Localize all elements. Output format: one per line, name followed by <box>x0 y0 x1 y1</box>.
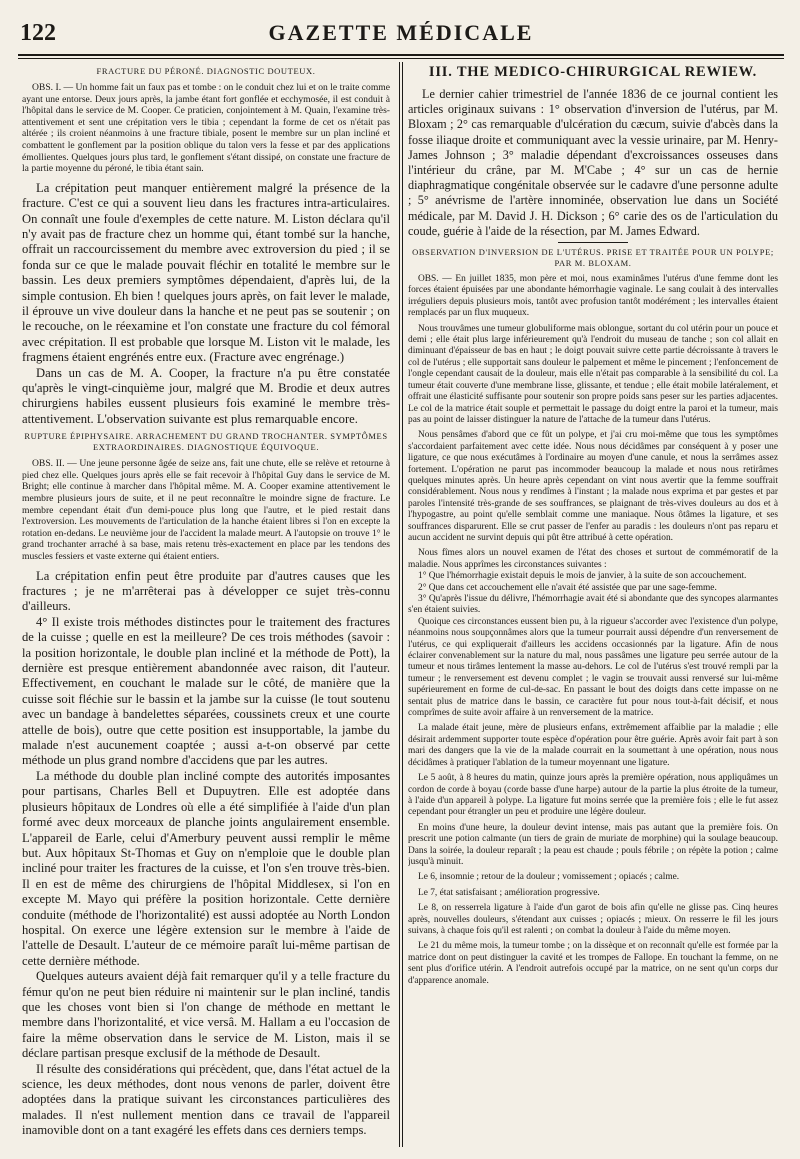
observation-paragraph: 2° Que dans cet accouchement elle n'avait été assistée que par une sage-femme. <box>418 582 717 593</box>
body-paragraph: La méthode du double plan incliné compte des autorités imposantes pour partisans, Charles Bell et Dupuytren. Elle est adoptée dans plusieurs hôpitaux de Londres où elle a été simplifiée à l'aide d'un plan formé avec deux morceaux de planche joints angulairement ensemble. L'appareil de Earle, celui d'Amerbury peuvent aussi remplir le même but. Aux hôpitaux St-Thomas et Guy on n'emploie que le double plan incliné pour traiter les fractures de la cuisse, et l'on s'en trouve très-bien. Il en est de même des chirurgiens de l'hôpital Middlesex, si l'on en excepte M. Mayo qui préfère la position horizontale. Cette dernière conduite (méthode de l'horizontalité) est aussi adoptée au North London hospital. On exerce une légère extension sur le membre à l'aide de l'attelle de Desault. L'auteur de ce mémoire paraît lui-même partisan de cette dernière méthode. <box>22 768 390 968</box>
observation-paragraph: OBS. — En juillet 1835, mon père et moi, nous examinâmes l'utérus d'une femme dont les forces étaient épuisées par une abondante hémorrhagie vaginale. Le sang coulait à des intervalles irréguliers depuis plusieurs mois, tantôt avec profusion tantôt modérément ; les intervalles étaient remplacés par un flux muqueux. <box>408 274 778 319</box>
body-paragraph: Dans un cas de M. A. Cooper, la fracture n'a pu être constatée qu'après le vingt-cinquième jour, malgré que M. Brodie et deux autres chirurgiens habiles eussent plusieurs fois examiné le membre très-attentivement. L'observation suivante est plus remarquable encore. <box>22 365 390 426</box>
body-paragraph: 4° Il existe trois méthodes distinctes pour le traitement des fractures de la cuisse ; quelle en est la meilleure? De ces trois méthodes (savoir : la position horizontale, le double plan incliné et la méthode de Pott), la dernière est presque entièrement abandonnée avec raison, dit l'auteur. Effectivement, en couchant le malade sur le côté, de manière que la cuisse soit fléchie sur le bassin et la jambe sur la cuisse (le tout soutenu avec un bandage à bandelettes séparées, coussinets creux et une courte attelle de bois), outre que cette position est insupportable, la jambe du malade n'est aucunement coaptée ; aussi a-t-on observé par cette méthode un plus grand nombre d'accidens que par les autres. <box>22 614 390 768</box>
column-divider-double <box>402 62 403 1147</box>
body-paragraph: La crépitation peut manquer entièrement malgré la présence de la fracture. C'est ce qui a souvent lieu dans les fractures intra-articulaires. On connaît une foule d'exemples de cette nature. M. Liston déclara qu'il n'y avait pas de fracture chez un homme qui, étant tombé sur la hanche, offrait un raccourcissement du membre avec extroversion du pied ; il se fonda sur ce que le malade pouvait fléchir en totalité le membre sur le bassin. Les deux premiers symptômes dépendaient, d'après lui, de la simple contusion. Eh bien ! quelques jours après, on fait lever le malade, il éprouve un vive douleur dans la hanche et ne peut pas se soutenir ; on le recouche, on le réexamine et l'on constate une fracture du col fémoral avec crépitation. Il est probable que lorsque M. Liston vit le malade, les fragmens étaient engrénés entre eux. (Fracture avec engrénage.) <box>22 180 390 365</box>
header-rule-thin <box>18 58 784 59</box>
body-paragraph: Il résulte des considérations qui précèdent, que, dans l'état actuel de la science, les deux méthodes, dont nous venons de parler, doivent être adoptées dans la pratique suivant les circonstances particulières des malades. Il n'est nullement mention dans ce travail de l'appareil inamovible dont on a tant exagéré les effets dans ces derniers temps. <box>22 1061 390 1138</box>
section-heading: OBSERVATION D'INVERSION DE L'UTÉRUS. PRISE ET TRAITÉE POUR UN POLYPE; PAR M. BLOXAM. <box>412 247 774 269</box>
body-paragraph: La crépitation enfin peut être produite par d'autres causes que les fractures ; je ne m'arrêterai pas à développer ce sujet très-connu d'ailleurs. <box>22 568 390 614</box>
header-rule <box>18 54 784 56</box>
observation-paragraph: OBS. I. — Un homme fait un faux pas et tombe : on le conduit chez lui et on le traite comme ayant une entorse. Deux jours après, la jambe étant fort gonflée et ecchymosée, il est conduit à l'hôpital dans le service de M. Cooper. Ce praticien, conjointement à M. Quain, l'examine très-attentivement et sent une crépitation vers le tibia ; cependant la forme de cet os n'était pas altérée ; ils croient néanmoins à une fracture tibiale, posent le membre sur un plan incliné et combattent le gonflement par la position oblique du talon vers la fesse et par des applications émollientes. Quelques jours plus tard, le gonflement s'étant dissipé, on constate une fracture de la partie moyenne du péroné, le tibia étant sain. <box>22 82 390 175</box>
observation-paragraph: Nous trouvâmes une tumeur globuliforme mais oblongue, sortant du col utérin pour un pouce et demi ; elle était plus large inférieurement qu'à l'endroit du museau de tanche ; son col allait en diminuant d'épaisseur de bas en haut ; le doigt pouvait suivre cette partie décroissante à travers le col de l'utérus ; elle supportait sans douleur le palpement et même le pincement ; l'enfoncement de l'ongle cependant causait de la douleur, mais elle n'était pas comparable à la sensibilité du col. La tumeur était couverte d'une membrane lisse, glissante, et tendue ; elle était mobile latéralement, et offrait une élasticité suffisante pour soutenir son propre poids sans peser sur les parties adjacentes. Le col de la matrice était souple et permettait le passage du doigt entre la paroi et la tumeur, mais pas au point de laisser distinguer la nature de l'attache de la tumeur dans l'utérus. <box>408 323 778 425</box>
observation-paragraph: Le 5 août, à 8 heures du matin, quinze jours après la première opération, nous appliquâmes un cordon de corde à boyau (corde basse d'une harpe) autour de la partie la plus étroite de la tumeur, à l'aide d'un appareil à polype. La ligature fut moins serrée que la première fois ; elle le fut assez cependant pour étrangler un peu et produire une légère douleur. <box>408 773 778 818</box>
observation-paragraph: Nous pensâmes d'abord que ce fût un polype, et j'ai cru moi-même que tous les symptômes s'accordaient parfaitement avec cette idée. Nous nous décidâmes par conséquent à y poser une ligature, ce que nous exécutâmes à l'ordinaire au moyen d'une canule, et nous la serrâmes assez fortement. L'opération ne parut pas incommoder beaucoup la malade et nous nous retirâmes quelques minutes après. Un heure après cependant on vint nous avertir que la femme souffrait considérablement. Nous nous y rendîmes à l'instant ; la malade nous exprima et par gestes et par paroles l'intensité très-grande de ses souffrances, se plaignant de très-vives douleurs au dos et à l'hypogastre, au point qu'elle semblait comme une maniaque. Nous ôtâmes la ligature, et ses souffrances disparurent. Elle se crut passer de l'enfer au paradis : les douleurs n'ont pas reparu et aucun accident ne survint depuis qui pût être attribué à cette opération. <box>408 430 778 543</box>
observation-paragraph: 1° Que l'hémorrhagie existait depuis le mois de janvier, à la suite de son accouchement. <box>418 571 747 582</box>
right-column <box>408 62 778 1149</box>
page-number: 122 <box>20 20 56 46</box>
part-title: III. THE MEDICO-CHIRURGICAL REWIEW. <box>428 64 758 80</box>
masthead-title: GAZETTE MÉDICALE <box>268 20 534 45</box>
observation-paragraph: Le 6, insomnie ; retour de la douleur ; vomissement ; opiacés ; calme. <box>418 872 680 883</box>
section-rule <box>558 242 628 243</box>
observation-paragraph: 3° Qu'après l'issue du délivre, l'hémorrhagie avait été si abondante que des syncopes alarmantes s'en étaient suivies. <box>408 594 778 616</box>
column-divider <box>399 62 400 1147</box>
section-heading: RUPTURE ÉPIPHYSAIRE. ARRACHEMENT DU GRAND TROCHANTER. SYMPTÔMES EXTRAORDINAIRES. DIAGNOSTIQUE ÉQUIVOQUE. <box>24 431 388 453</box>
observation-paragraph: La malade était jeune, mère de plusieurs enfans, extrêmement affaiblie par la maladie ; elle désirait ardemment supporter toute espèce d'opération pour être guérie. Après avoir fait part à son mari des dangers que la vie de la malade courrait en la soumettant à une opération, nous nous décidâmes à pratiquer l'ablation de la tumeur moyennant une ligature. <box>408 723 778 768</box>
intro-paragraph: Le dernier cahier trimestriel de l'année 1836 de ce journal contient les articles originaux suivans : 1° observation d'inversion de l'utérus, par M. Bloxam ; 2° cas remarquable d'ulcération du cæcum, suivie d'abcès dans la fosse iliaque droite et communiquant avec la vessie urinaire, par M. Henry-James Johnson ; 3° maladie dépendant d'excroissances osseuses dans l'intérieur du crâne, par M. M'Cabe ; 4° sur un cas de hernie diaphragmatique congénitale observée sur le cadavre d'une personne adulte ; 5° anévrisme de l'artère innominée, observation lue dans un Société médicale, par M. David J. H. Dickson ; 6° carie des os de l'articulation du coude, guérie à l'aide de la résection, par M. James Edward. <box>408 87 778 238</box>
observation-paragraph: Le 21 du même mois, la tumeur tombe ; on la dissèque et on reconnaît qu'elle est formée par la matrice dont on peut distinguer la cavité et les trompes de Fallope. En touchant la femme, on ne sent plus d'orifice utérin. A l'endroit autrefois occupé par la matrice, on ne sent qu'un corps dur d'apparence anomale. <box>408 941 778 986</box>
observation-paragraph: Le 8, on resserrela ligature à l'aide d'un garot de bois afin qu'elle ne glisse pas. Cinq heures après, nouvelles douleurs, s'étendant aux cuisses ; opiacés ; mieux. On resserre le fil les jours suivans, à chaque fois qu'il est ralenti ; on combat la douleur à l'aide du même moyen. <box>408 903 778 936</box>
observation-paragraph: Le 7, état satisfaisant ; amélioration progressive. <box>418 887 600 898</box>
observation-paragraph: OBS. II. — Une jeune personne âgée de seize ans, fait une chute, elle se relève et retourne à pied chez elle. Quelques jours après elle se fait recevoir à l'hôpital Guy dans le service de M. Bright; elle continue à marcher dans l'hôpital même. M. A. Cooper examine attentivement le membre plusieurs jours de suite, et il ne peut reconnaître le moindre signe de fracture. Le membre cependant était d'un demi-pouce plus long que l'autre, et le pied restait dans l'extroversion. Les mouvements de l'articulation de la hanche étaient libres si l'on en excepte la rotation en-dedans. Le neuvième jour de l'accident la malade meurt. A l'autopsie on trouve 1° le grand trochanter arraché à sa base, mais retenu très-exactement en place par les tendons des muscles fessiers et vaste externe qui étaient entiers. <box>22 458 390 562</box>
observation-paragraph: Nous fîmes alors un nouvel examen de l'état des choses et surtout de commémoratif de la maladie. Nous apprîmes les circonstances suivantes : <box>408 548 778 570</box>
section-heading: FRACTURE DU PÉRONÉ. DIAGNOSTIC DOUTEUX. <box>96 66 316 76</box>
left-column <box>22 62 390 1149</box>
page-header <box>18 16 784 50</box>
observation-paragraph: En moins d'une heure, la douleur devint intense, mais pas autant que la première fois. On prescrit une potion calmante (un tiers de grain de muriate de morphine) qui la soulage beaucoup. Dans la soirée, la douleur reparaît ; la peau est chaude ; pouls fébrile ; on répète la potion ; calme jusqu'à minuit. <box>408 822 778 867</box>
body-paragraph: Quelques auteurs avaient déjà fait remarquer qu'il y a telle fracture du fémur qu'on ne peut bien réduire ni maintenir sur le plan incliné, tandis que les choses vont bien si l'on change de méthode en mettant le membre dans l'horizontalité, et vice versâ. M. Hallam a eu l'occasion de faire la même observation dans le service de M. Liston, mais il se déclare partisan presque exclusif de la méthode de Desault. <box>22 969 390 1061</box>
observation-paragraph: Quoique ces circonstances eussent bien pu, à la rigueur s'accorder avec l'existence d'un polype, néanmoins nous soupçonnâmes alors que la tumeur pourrait aussi dépendre d'un renversement de l'utérus, ce qui expliquerait d'ailleurs les accidens occasionnés par la ligature. Afin de nous éclairer convenablement sur la nature du mal, nous passâmes une ligature peu serrée autour de la tumeur et nous tirâmes lentement la masse au-dehors. Le col de l'utérus s'est trouvé rempli par la tumeur ; le renversement est devenu complet ; le vagin se trouvait aussi renversé sur lui-même supérieurement en forme de cul-de-sac. En passant le bout des doigts dans cette impasse on ne sentait plus de matrice dans le bassin, ce caractère fut pour nous tout-à-fait décisif, et nous comprîmes de suite avoir affaire à un renversement de la matrice. <box>408 616 778 719</box>
